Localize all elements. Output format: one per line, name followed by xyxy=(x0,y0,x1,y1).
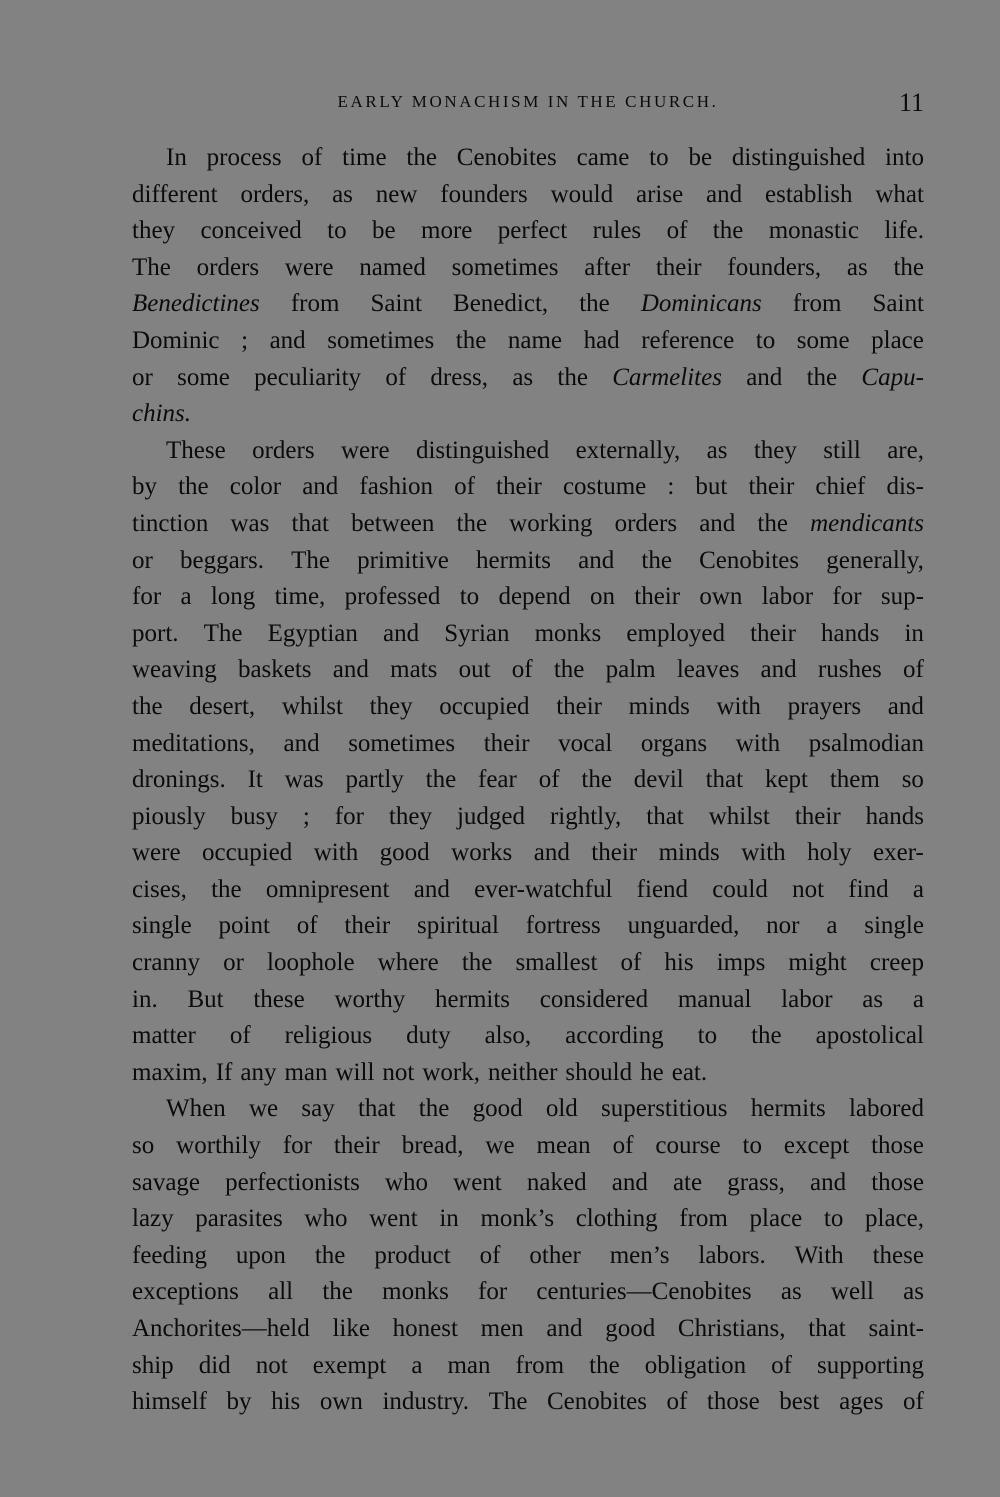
text-line: Anchorites—held like honest men and good Christians, that saint- xyxy=(132,1315,924,1342)
text-line: maxim, If any man will not work, neither should he eat. xyxy=(132,1058,708,1086)
text-line: exceptions all the monks for centuries—Cenobites as well as xyxy=(132,1278,924,1306)
body-text xyxy=(132,140,924,1421)
text-line: feeding upon the product of other men’s labors. With these xyxy=(132,1241,924,1269)
page-number: 11 xyxy=(898,88,924,117)
text-line: weaving baskets and mats out of the palm leaves and rushes of xyxy=(132,656,924,684)
text-line: or beggars. The primitive hermits and the Cenobites generally, xyxy=(132,546,924,574)
text-line: were occupied with good works and their minds with holy exer- xyxy=(132,839,924,867)
text-line: Benedictines from Saint Benedict, the Dominicans from Saint xyxy=(132,290,924,318)
text-line: cises, the omnipresent and ever-watchful fiend could not find a xyxy=(132,875,924,903)
text-line: port. The Egyptian and Syrian monks employed their hands in xyxy=(132,619,924,647)
text-line: so worthily for their bread, we mean of course to except those xyxy=(132,1132,924,1160)
text-line: In process of time the Cenobites came to be distinguished into xyxy=(166,144,924,171)
text-line: they conceived to be more perfect rules of the monastic life. xyxy=(132,217,924,245)
text-line: These orders were distinguished externally, as they still are, xyxy=(166,436,924,464)
text-line: lazy parasites who went in monk’s clothing from place to place, xyxy=(132,1205,924,1233)
text-line: the desert, whilst they occupied their minds with prayers and xyxy=(132,692,924,720)
text-line: himself by his own industry. The Cenobites of those best ages of xyxy=(132,1388,924,1416)
text-line: matter of religious duty also, according to the apostolical xyxy=(132,1022,924,1050)
text-line: for a long time, professed to depend on their own labor for sup- xyxy=(132,583,924,611)
text-line: meditations, and sometimes their vocal organs with psalmodian xyxy=(132,729,924,757)
chapter-title: EARLY MONACHISM IN THE CHURCH. xyxy=(337,92,719,111)
text-line: Dominic ; and sometimes the name had reference to some place xyxy=(132,326,924,354)
text-line: by the color and fashion of their costume : but their chief dis- xyxy=(132,473,924,501)
text-line: dronings. It was partly the fear of the devil that kept them so xyxy=(132,766,924,794)
text-line: savage perfectionists who went naked and ate grass, and those xyxy=(132,1168,924,1196)
text-line: tinction was that between the working orders and the mendicants xyxy=(132,509,924,537)
text-line: The orders were named sometimes after their founders, as the xyxy=(132,253,924,281)
text-line: cranny or loophole where the smallest of his imps might creep xyxy=(132,949,924,977)
text-line: When we say that the good old superstitious hermits labored xyxy=(166,1095,924,1123)
running-head xyxy=(132,88,924,118)
text-line: ship did not exempt a man from the obligation of supporting xyxy=(132,1351,924,1379)
text-line: piously busy ; for they judged rightly, that whilst their hands xyxy=(132,802,924,830)
text-line: single point of their spiritual fortress unguarded, nor a single xyxy=(132,912,924,940)
text-line: in. But these worthy hermits considered manual labor as a xyxy=(132,985,924,1013)
text-line: or some peculiarity of dress, as the Carmelites and the Capu- xyxy=(132,363,924,391)
text-line: chins. xyxy=(132,400,192,428)
text-line: different orders, as new founders would arise and establish what xyxy=(132,180,924,208)
